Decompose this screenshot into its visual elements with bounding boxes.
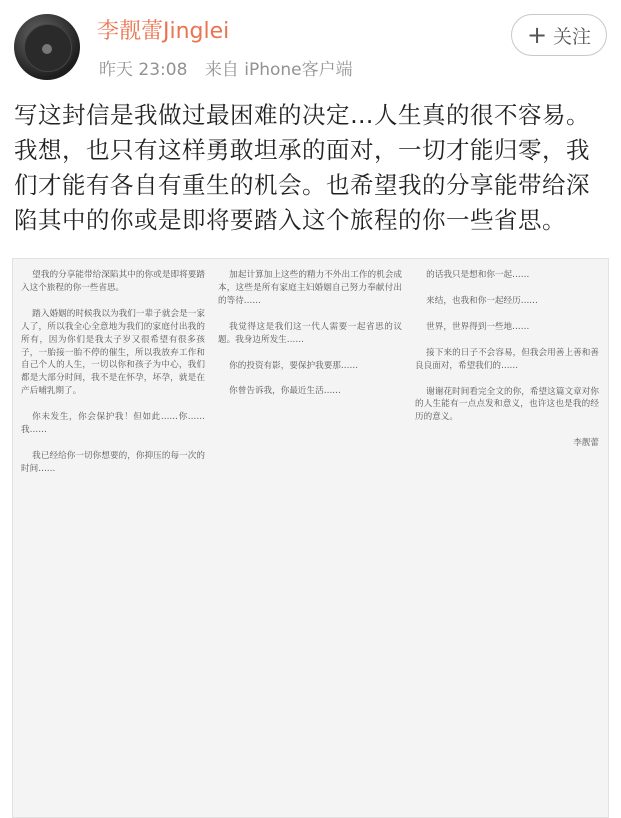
letter-paragraph: 谢谢花时间看完全文的你，希望这篇文章对你的人生能有一点点发和意义，也许这也是我的经历的意义。 <box>415 386 599 423</box>
follow-button[interactable] <box>511 14 607 56</box>
letter-paragraph: 世界，世界得到一些地…… <box>426 321 530 332</box>
avatar-dot <box>42 44 52 54</box>
follow-label: 关注 <box>553 25 592 48</box>
username[interactable]: 李靓蕾Jinglei <box>97 19 230 44</box>
post-header <box>0 0 621 98</box>
letter-image[interactable] <box>12 258 609 818</box>
letter-paragraph: 来结，也我和你一起经历…… <box>426 295 538 306</box>
letter-paragraph: 你的投资有影，要保护我要那…… <box>229 360 359 371</box>
letter-paragraph: 我觉得这是我们这一代人需要一起省思的议题。我身边所发生…… <box>218 321 402 345</box>
letter-paragraph: 你未发生，你会保护我！但如此……你……我…… <box>21 412 205 436</box>
letter-paragraph: 接下来的日子不会容易，但我会用善上善和善良良面对，希望我们的…… <box>415 347 599 371</box>
letter-signature: 李靓蕾 <box>573 438 599 449</box>
post-meta <box>99 55 353 80</box>
letter-paragraph: 你曾告诉我，你最近生活…… <box>229 386 341 397</box>
letter-paragraph: 我已经给你一切你想要的，你抑压的每一次的时间…… <box>21 450 205 474</box>
post-source: 来自 iPhone客户端 <box>204 60 353 80</box>
letter-column-3 <box>415 269 599 463</box>
letter-paragraph: 望我的分享能带给深陷其中的你或是即将要踏入这个旅程的你一些省思。 <box>21 270 205 293</box>
plus-icon: + <box>526 21 548 49</box>
letter-paragraph: 的话我只是想和你一起…… <box>426 270 530 280</box>
avatar[interactable] <box>14 14 80 80</box>
post-time: 昨天 23:08 <box>99 60 188 80</box>
letter-column-1 <box>21 269 205 489</box>
post-text: 写这封信是我做过最困难的决定…人生真的很不容易。我想，也只有这样勇敢坦承的面对，一切才能归零，我们才能有各自有重生的机会。也希望我的分享能带给深陷其中的你或是即将要踏入这个旅程的你一些省思。 <box>14 101 590 234</box>
letter-column-2 <box>218 269 402 411</box>
letter-paragraph: 加起计算加上这些的精力不外出工作的机会成本，这些是所有家庭主妇婚姻自己努力奉献付出的等待…… <box>218 270 402 306</box>
letter-paragraph: 踏入婚姻的时候我以为我们一辈子就会是一家人了，所以我全心全意地为我们的家庭付出我的所有，因为你们是我太子岁又很希望有很多孩子，一胎接一胎不停的催生，所以我放弃工作和自己个人的人生，一切以你和孩子为中心，我们都是大部分时间，我不是在怀孕，坏孕，就是在产后哺乳期了。 <box>21 308 205 397</box>
